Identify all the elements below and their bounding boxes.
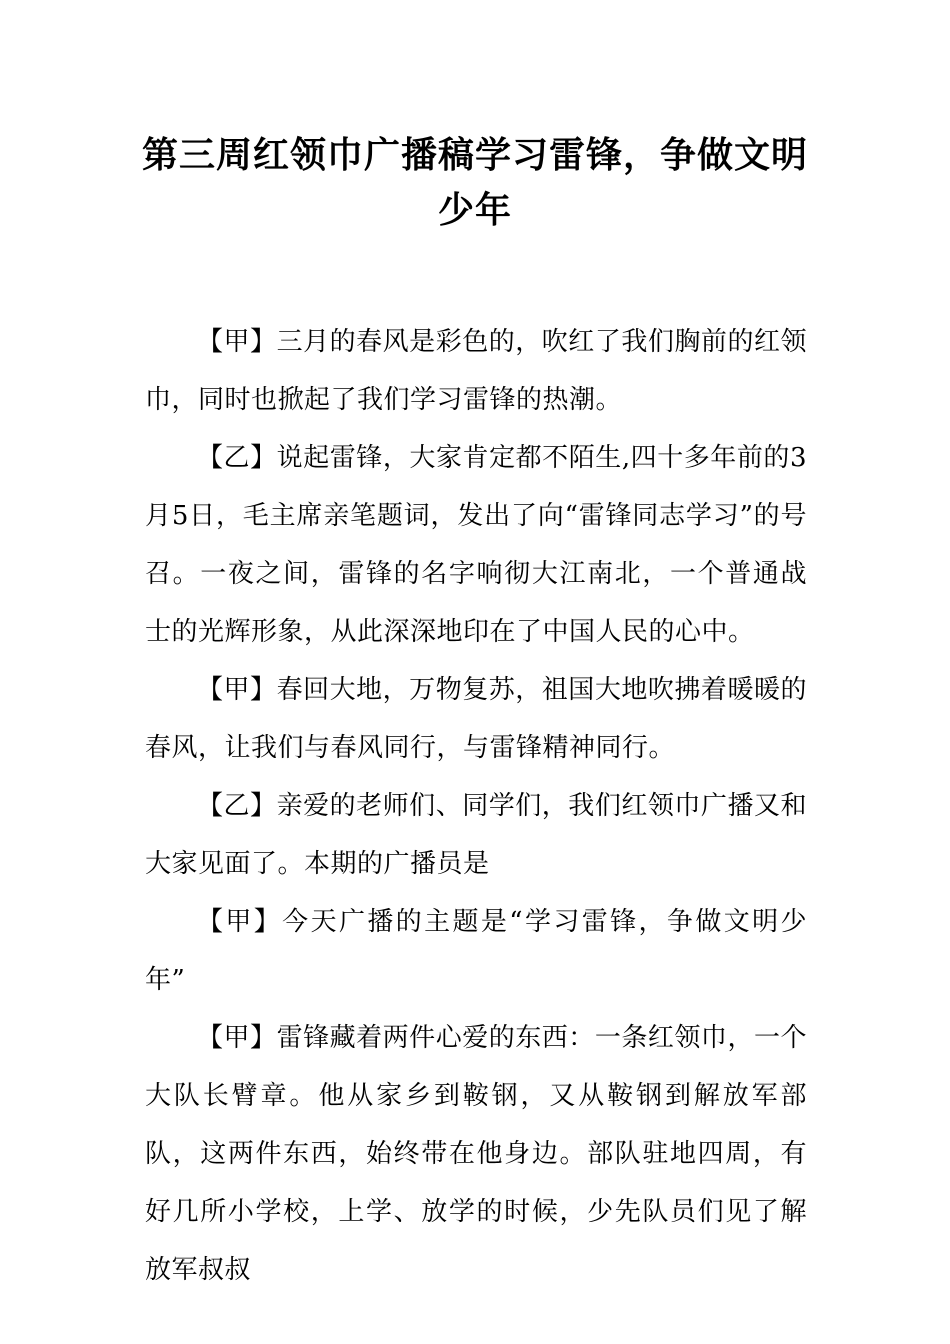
document-body <box>145 313 807 1299</box>
document-title: 第三周红领巾广播稿学习雷锋，争做文明少年 <box>141 135 808 231</box>
paragraph: 【甲】雷锋藏着两件心爱的东西：一条红领巾，一个大队长臂章。他从家乡到鞍钢，又从鞍钢到解放军部队，这两件东西，始终带在他身边。部队驻地四周，有好几所小学校，上学、放学的时候，少先队员们见了解放军叔叔 <box>145 1023 807 1285</box>
paragraph: 【甲】今天广播的主题是“学习雷锋，争做文明少年” <box>145 907 807 995</box>
paragraph: 【甲】三月的春风是彩色的，吹红了我们胸前的红领巾，同时也掀起了我们学习雷锋的热潮。 <box>145 327 807 415</box>
paragraph: 【甲】春回大地，万物复苏，祖国大地吹拂着暖暖的春风，让我们与春风同行，与雷锋精神同行。 <box>145 675 807 763</box>
paragraph: 【乙】说起雷锋，大家肯定都不陌生,四十多年前的3月5日，毛主席亲笔题词，发出了向“雷锋同志学习”的号召。一夜之间，雷锋的名字响彻大江南北，一个普通战士的光辉形象，从此深深地印在了中国人民的心中。 <box>145 443 807 647</box>
paragraph: 【乙】亲爱的老师们、同学们，我们红领巾广播又和大家见面了。本期的广播员是 <box>145 791 807 879</box>
